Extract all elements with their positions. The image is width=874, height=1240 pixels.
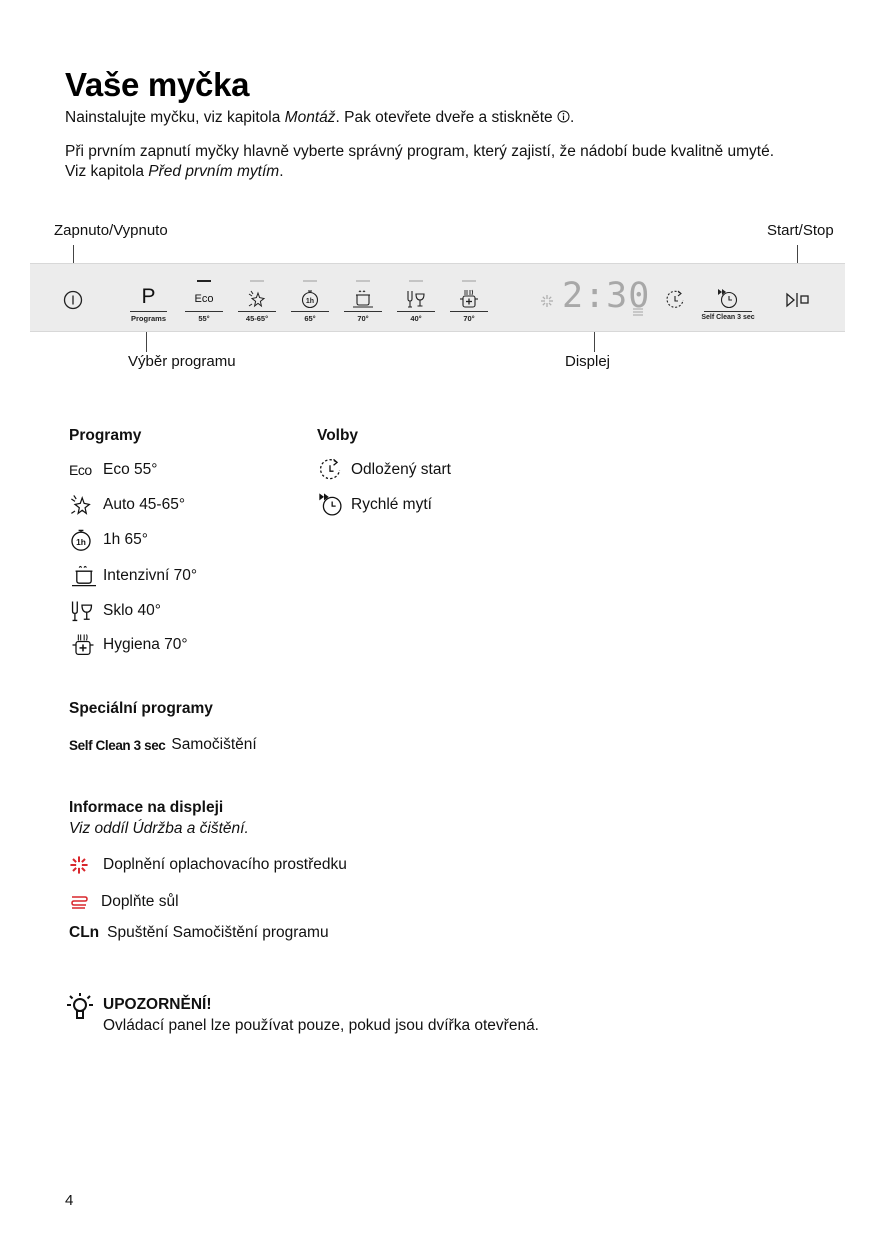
slot-indicator (250, 280, 264, 282)
glass-icon (393, 288, 439, 310)
slot-indicator (462, 280, 476, 282)
quick-wash-icon (700, 288, 756, 310)
slot-indicator (356, 280, 370, 282)
delay-start-icon (664, 289, 686, 311)
program-label: Hygiena 70° (103, 636, 188, 653)
slot-caption: 45-65° (245, 314, 269, 323)
program-slot-glass[interactable] (393, 264, 439, 331)
program-slot-1h[interactable] (287, 264, 333, 331)
program-slot-auto[interactable] (234, 264, 280, 331)
program-item (69, 633, 188, 657)
power-button[interactable] (63, 290, 83, 315)
display-info-label: Doplňte sůl (101, 893, 179, 910)
salt-icon (69, 890, 101, 914)
callout-display: Displej (565, 353, 611, 370)
slot-underline (397, 311, 435, 312)
callout-power: Zapnuto/Vypnuto (54, 222, 168, 239)
options-heading: Volby (317, 427, 359, 444)
pot-icon (340, 288, 386, 310)
notice-text: Ovládací panel lze používat pouze, pokud jsou dvířka otevřená. (103, 1017, 539, 1034)
slot-indicator (409, 280, 423, 282)
hygiene-icon (446, 288, 492, 310)
slot-underline (130, 311, 167, 312)
slot-caption: 40° (410, 314, 422, 323)
intro-text: . Pak otevřete dveře a stiskněte (335, 109, 557, 126)
control-panel (30, 263, 845, 332)
display-info-item (69, 924, 329, 942)
slot-underline (704, 311, 752, 312)
timer-1h-icon (69, 528, 103, 552)
program-item (69, 528, 148, 552)
program-item (69, 564, 197, 588)
display-info-label: Doplnění oplachovacího prostředku (103, 856, 347, 873)
slot-underline (238, 311, 276, 312)
display-info-heading: Informace na displeji (69, 799, 224, 816)
intro-text: Viz kapitola (65, 163, 149, 180)
notice-title: UPOZORNĚNÍ! (103, 996, 212, 1013)
slot-underline (291, 311, 329, 312)
quick-wash-icon (317, 493, 351, 517)
svg-text:1h: 1h (305, 298, 315, 305)
page-number: 4 (65, 1192, 74, 1209)
slot-underline (344, 311, 382, 312)
option-item (317, 493, 432, 517)
program-item (69, 458, 157, 482)
program-item (69, 493, 185, 517)
hygiene-icon (69, 633, 103, 657)
program-item (69, 599, 161, 623)
intro-chapter-ref: Montáž (284, 109, 336, 126)
callout-start-stop: Start/Stop (767, 222, 834, 239)
option-item (317, 458, 451, 482)
slot-caption: 70° (357, 314, 369, 323)
special-label: Samočištění (171, 736, 257, 753)
slot-caption: 70° (463, 314, 475, 323)
svg-text:1h: 1h (76, 536, 86, 547)
slot-caption: 65° (304, 314, 316, 323)
slot-underline (185, 311, 223, 312)
salt-indicator-icon (632, 304, 644, 322)
intro-line-2: Při prvním zapnutí myčky hlavně vyberte správný program, který zajistí, že nádobí bude kvalitně umyté. (65, 143, 775, 160)
delay-start-button[interactable] (664, 289, 686, 316)
program-caption: Programs (130, 314, 166, 323)
eco-icon: Eco (69, 462, 92, 478)
program-label: Sklo 40° (103, 602, 161, 619)
special-item (69, 736, 257, 754)
program-label: 1h 65° (103, 531, 148, 548)
program-slot-intensive[interactable] (340, 264, 386, 331)
quick-wash-button[interactable] (700, 264, 756, 331)
intro-chapter-ref: Před prvním mytím (148, 163, 280, 180)
program-label: Intenzivní 70° (103, 567, 198, 584)
glass-icon (69, 599, 103, 623)
auto-sparkle-icon (69, 493, 103, 517)
auto-sparkle-icon (234, 288, 280, 310)
intro-line-3 (65, 161, 284, 182)
display-time: 2:30 (562, 276, 651, 316)
cln-code: CLn (69, 924, 100, 941)
self-clean-code: Self Clean 3 sec (69, 737, 166, 753)
lightbulb-icon (64, 992, 96, 1029)
program-slot-hygiene[interactable] (446, 264, 492, 331)
intro-text: . (569, 109, 575, 126)
program-label: Eco 55° (103, 461, 158, 478)
special-heading: Speciální programy (69, 700, 213, 717)
option-label: Odložený start (351, 461, 451, 478)
option-label: Rychlé mytí (351, 496, 432, 513)
slot-indicator (303, 280, 317, 282)
rinse-aid-indicator-icon (540, 294, 554, 313)
self-clean-caption: Self Clean 3 sec (701, 314, 755, 321)
slot-indicator (197, 280, 211, 282)
program-letter: P (141, 285, 156, 308)
info-icon (557, 108, 570, 129)
program-label: Auto 45-65° (103, 496, 186, 513)
rinse-aid-icon (69, 853, 103, 877)
programs-heading: Programy (69, 427, 142, 444)
display-info-label: Spuštění Samočištění programu (107, 924, 329, 941)
intro-text: Nainstalujte myčku, viz kapitola (65, 109, 285, 126)
start-stop-icon (785, 291, 811, 309)
slot-caption: 55° (198, 314, 210, 323)
slot-underline (450, 311, 488, 312)
page-title: Vaše myčka (65, 66, 250, 103)
pot-icon (69, 564, 103, 588)
timer-1h-icon (287, 288, 333, 310)
intro-line-1 (65, 107, 574, 129)
intro-text: . (279, 163, 284, 180)
start-stop-button[interactable] (785, 291, 811, 314)
delay-start-icon (317, 458, 351, 482)
display-info-item (69, 890, 179, 914)
display-info-subtitle: Viz oddíl Údržba a čištění. (69, 820, 249, 837)
callout-program-select: Výběr programu (128, 353, 236, 370)
power-icon (63, 290, 83, 310)
program-button[interactable] (126, 264, 171, 331)
display-info-item (69, 853, 347, 877)
program-slot-eco[interactable] (181, 264, 227, 331)
eco-icon: Eco (194, 293, 214, 305)
